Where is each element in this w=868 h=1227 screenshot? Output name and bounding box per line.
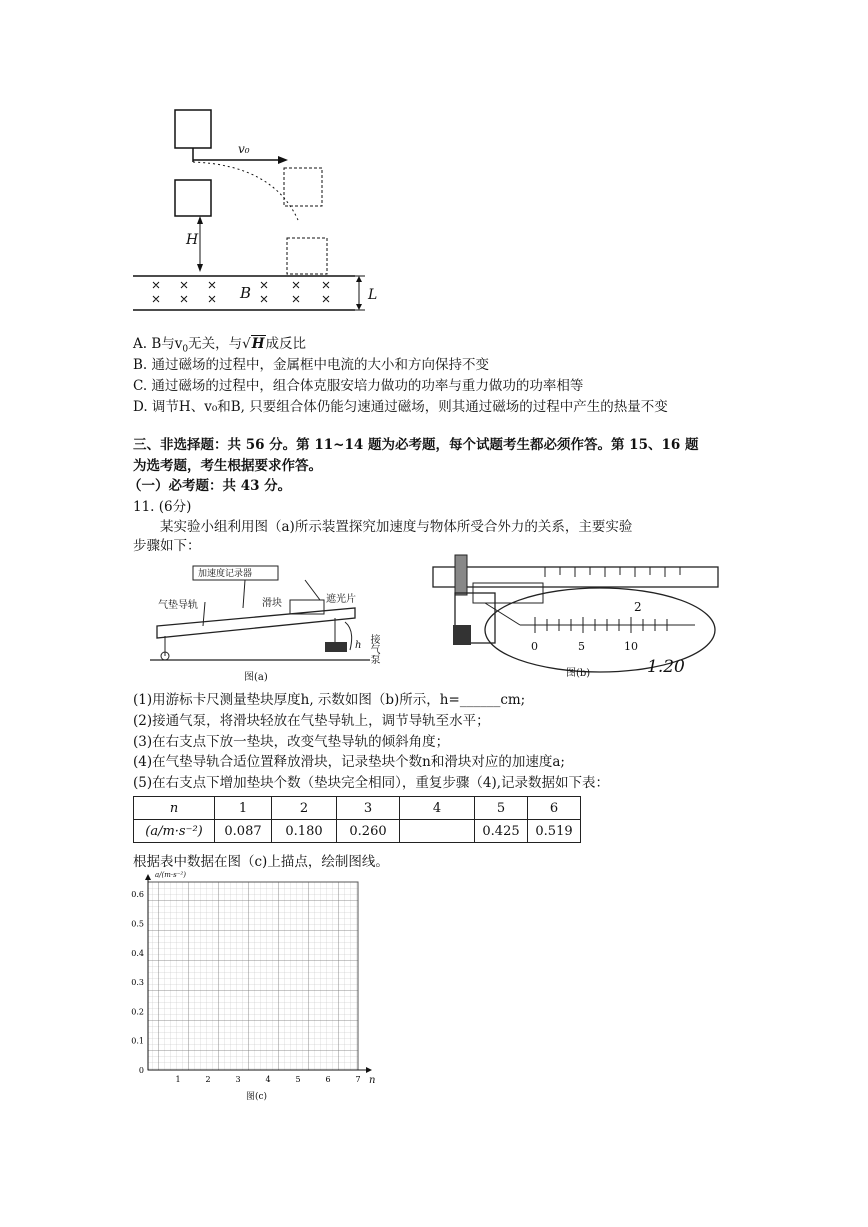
table-row-a [134, 820, 581, 843]
n-cell: 4 [400, 797, 475, 820]
x-tick-label: 4 [265, 1075, 271, 1084]
n-cell: 2 [272, 797, 337, 820]
fig-a-rail-label: 气垫导轨 [158, 600, 198, 611]
a-cell: 0.425 [475, 820, 528, 843]
data-table [133, 796, 581, 843]
section-heading-line2: 为选考题，考生根据要求作答。 [133, 458, 322, 474]
x-tick-label: 1 [175, 1075, 181, 1084]
option-a: A. B与$v_0$无关，与√H成反比 [133, 336, 306, 355]
option-c: C. 通过磁场的过程中，组合体克服安培力做功的功率与重力做功的功率相等 [133, 378, 584, 394]
label-L: L [368, 287, 378, 303]
figure-c-grid [128, 870, 388, 1105]
n-cell: 6 [528, 797, 581, 820]
header-a: (a/m·s⁻²) [134, 820, 215, 843]
option-d: D. 调节H、v₀和B, 只要组合体仍能匀速通过磁场，则其通过磁场的过程中产生的热量不变 [133, 399, 668, 415]
fig-c-x-label: n [369, 1075, 376, 1086]
x-tick-label: 7 [355, 1075, 361, 1084]
fig-b-handwritten: 1.20 [647, 657, 685, 677]
y-tick-labels [131, 890, 144, 1075]
fig-a-pump-label: 接气泵 [368, 634, 379, 664]
magnetic-field-figure [133, 100, 393, 320]
table-row-n [134, 797, 581, 820]
a-cell: 0.087 [215, 820, 272, 843]
y-tick-label: 0 [138, 1066, 144, 1075]
fig-b-scale-5: 5 [578, 640, 585, 653]
n-cell: 5 [475, 797, 528, 820]
x-tick-label: 6 [325, 1075, 331, 1084]
n-cell: 3 [337, 797, 400, 820]
label-v0: v₀ [238, 142, 250, 156]
question-intro-line2: 步骤如下： [133, 538, 201, 554]
section-heading-line1: 三、非选择题：共 56 分。第 11~14 题为必考题，每个试题考生都必须作答。第 15、16 题 [133, 437, 699, 453]
fig-a-shade-label: 遮光片 [326, 594, 356, 605]
fig-c-caption: 图(c) [246, 1092, 268, 1102]
option-b: B. 通过磁场的过程中，金属框中电流的大小和方向保持不变 [133, 357, 490, 373]
fig-a-recorder-label: 加速度记录器 [198, 569, 253, 579]
a-cell: 0.260 [337, 820, 400, 843]
y-tick-label: 0.6 [131, 890, 144, 900]
label-H: H [186, 232, 199, 248]
fig-b-scale-top: 2 [634, 600, 642, 614]
y-tick-label: 0.2 [131, 1007, 144, 1017]
fig-b-scale-10: 10 [624, 640, 638, 653]
a-cell: 0.180 [272, 820, 337, 843]
n-cell: 1 [215, 797, 272, 820]
fig-b-scale-0: 0 [531, 640, 538, 653]
x-tick-label: 2 [205, 1075, 211, 1084]
y-tick-label: 0.5 [131, 919, 144, 929]
y-tick-label: 0.1 [131, 1036, 144, 1046]
x-tick-label: 5 [295, 1075, 301, 1084]
step-2: (2)接通气泵，将滑块轻放在气垫导轨上，调节导轨至水平； [133, 713, 490, 729]
label-B: B [240, 284, 252, 302]
question-intro-line1: 某实验小组利用图（a)所示装置探究加速度与物体所受合外力的关系，主要实验 [160, 519, 633, 535]
question-number: 11. (6分) [133, 499, 192, 515]
header-n: n [134, 797, 215, 820]
x-tick-labels [175, 1075, 360, 1084]
fig-a-slider-label: 滑块 [262, 598, 282, 609]
fig-c-y-label: a/(m·s⁻²) [155, 871, 186, 879]
sub-heading: （一）必考题：共 43 分。 [128, 478, 292, 494]
figure-a-air-track [145, 560, 385, 685]
y-tick-label: 0.4 [131, 948, 144, 958]
a-cell [400, 820, 475, 843]
x-tick-label: 3 [235, 1075, 241, 1084]
fig-a-caption: 图(a) [244, 672, 268, 683]
fig-b-caption: 图(b) [566, 668, 591, 679]
step-4: (4)在气垫导轨合适位置释放滑块，记录垫块个数n和滑块对应的加速度a; [133, 754, 565, 770]
fig-a-h-label: h [355, 640, 362, 651]
after-table-text: 根据表中数据在图（c)上描点，绘制图线。 [133, 854, 389, 870]
step-3: (3)在右支点下放一垫块，改变气垫导轨的倾斜角度； [133, 734, 450, 750]
step-5: (5)在右支点下增加垫块个数（垫块完全相同），重复步骤（4),记录数据如下表： [133, 775, 610, 791]
y-tick-label: 0.3 [131, 978, 144, 988]
step-1: (1)用游标卡尺测量垫块厚度h, 示数如图（b)所示，h=______cm; [133, 692, 526, 708]
a-cell: 0.519 [528, 820, 581, 843]
